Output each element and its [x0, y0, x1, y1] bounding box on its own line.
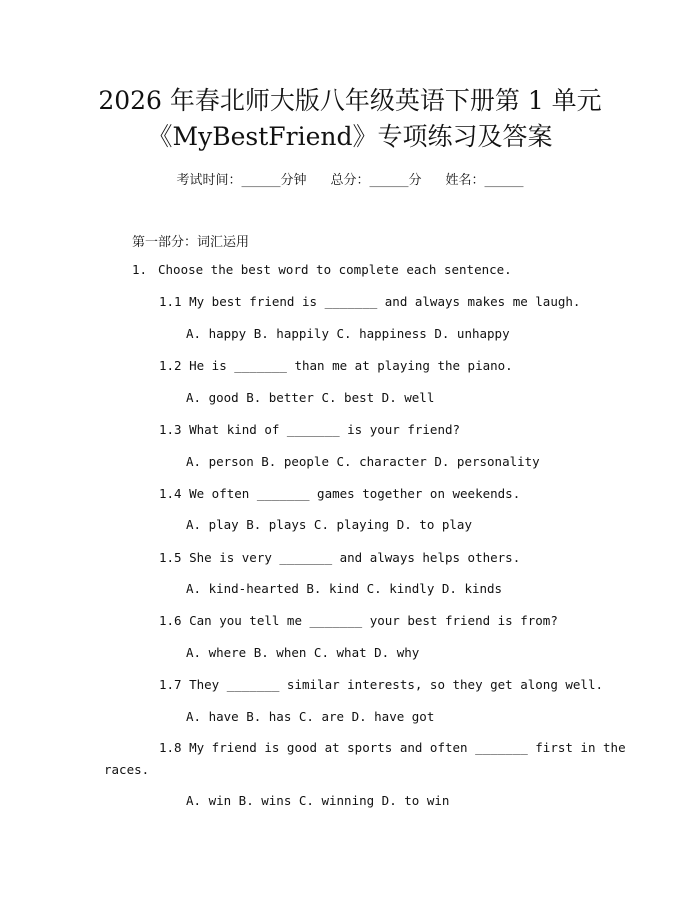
exam-time: 考试时间：______分钟 [176, 173, 307, 188]
exam-name: 姓名：______ [445, 173, 524, 188]
question-text: Choose the best word to complete each sentence. [158, 262, 512, 277]
item-stem: 1.1 My best friend is _______ and always makes me laugh. [159, 294, 581, 309]
item-options: A. have B. has C. are D. have got [186, 709, 435, 724]
exam-meta [0, 169, 700, 188]
section-title: 第一部分：词汇运用 [132, 235, 250, 250]
item-stem: 1.7 They _______ similar interests, so they get along well. [159, 677, 604, 692]
question-1 [132, 262, 512, 277]
item-stem: 1.5 She is very _______ and always helps others. [159, 550, 521, 565]
item-options: A. play B. plays C. playing D. to play [186, 517, 472, 532]
item-options: A. person B. people C. character D. personality [186, 454, 540, 469]
item-stem: 1.6 Can you tell me _______ your best friend is from? [159, 613, 558, 628]
item-stem: 1.2 He is _______ than me at playing the piano. [159, 358, 513, 373]
document-title-line-1: 2026 年春北师大版八年级英语下册第 1 单元 [98, 86, 602, 115]
item-options: A. kind-hearted B. kind C. kindly D. kinds [186, 581, 503, 596]
item-options: A. happy B. happily C. happiness D. unhappy [186, 326, 510, 341]
item-stem: 1.8 My friend is good at sports and often _______ first in the [159, 740, 626, 755]
item-stem: 1.3 What kind of _______ is your friend? [159, 422, 461, 437]
item-stem-continuation: races. [104, 762, 150, 777]
document-title-line-2: 《MyBestFriend》专项练习及答案 [147, 122, 553, 151]
exam-score: 总分：______分 [330, 173, 422, 188]
item-options: A. good B. better C. best D. well [186, 390, 435, 405]
item-stem: 1.4 We often _______ games together on weekends. [159, 486, 521, 501]
question-number: 1. [132, 262, 148, 277]
item-options: A. win B. wins C. winning D. to win [186, 793, 450, 808]
item-options: A. where B. when C. what D. why [186, 645, 420, 660]
